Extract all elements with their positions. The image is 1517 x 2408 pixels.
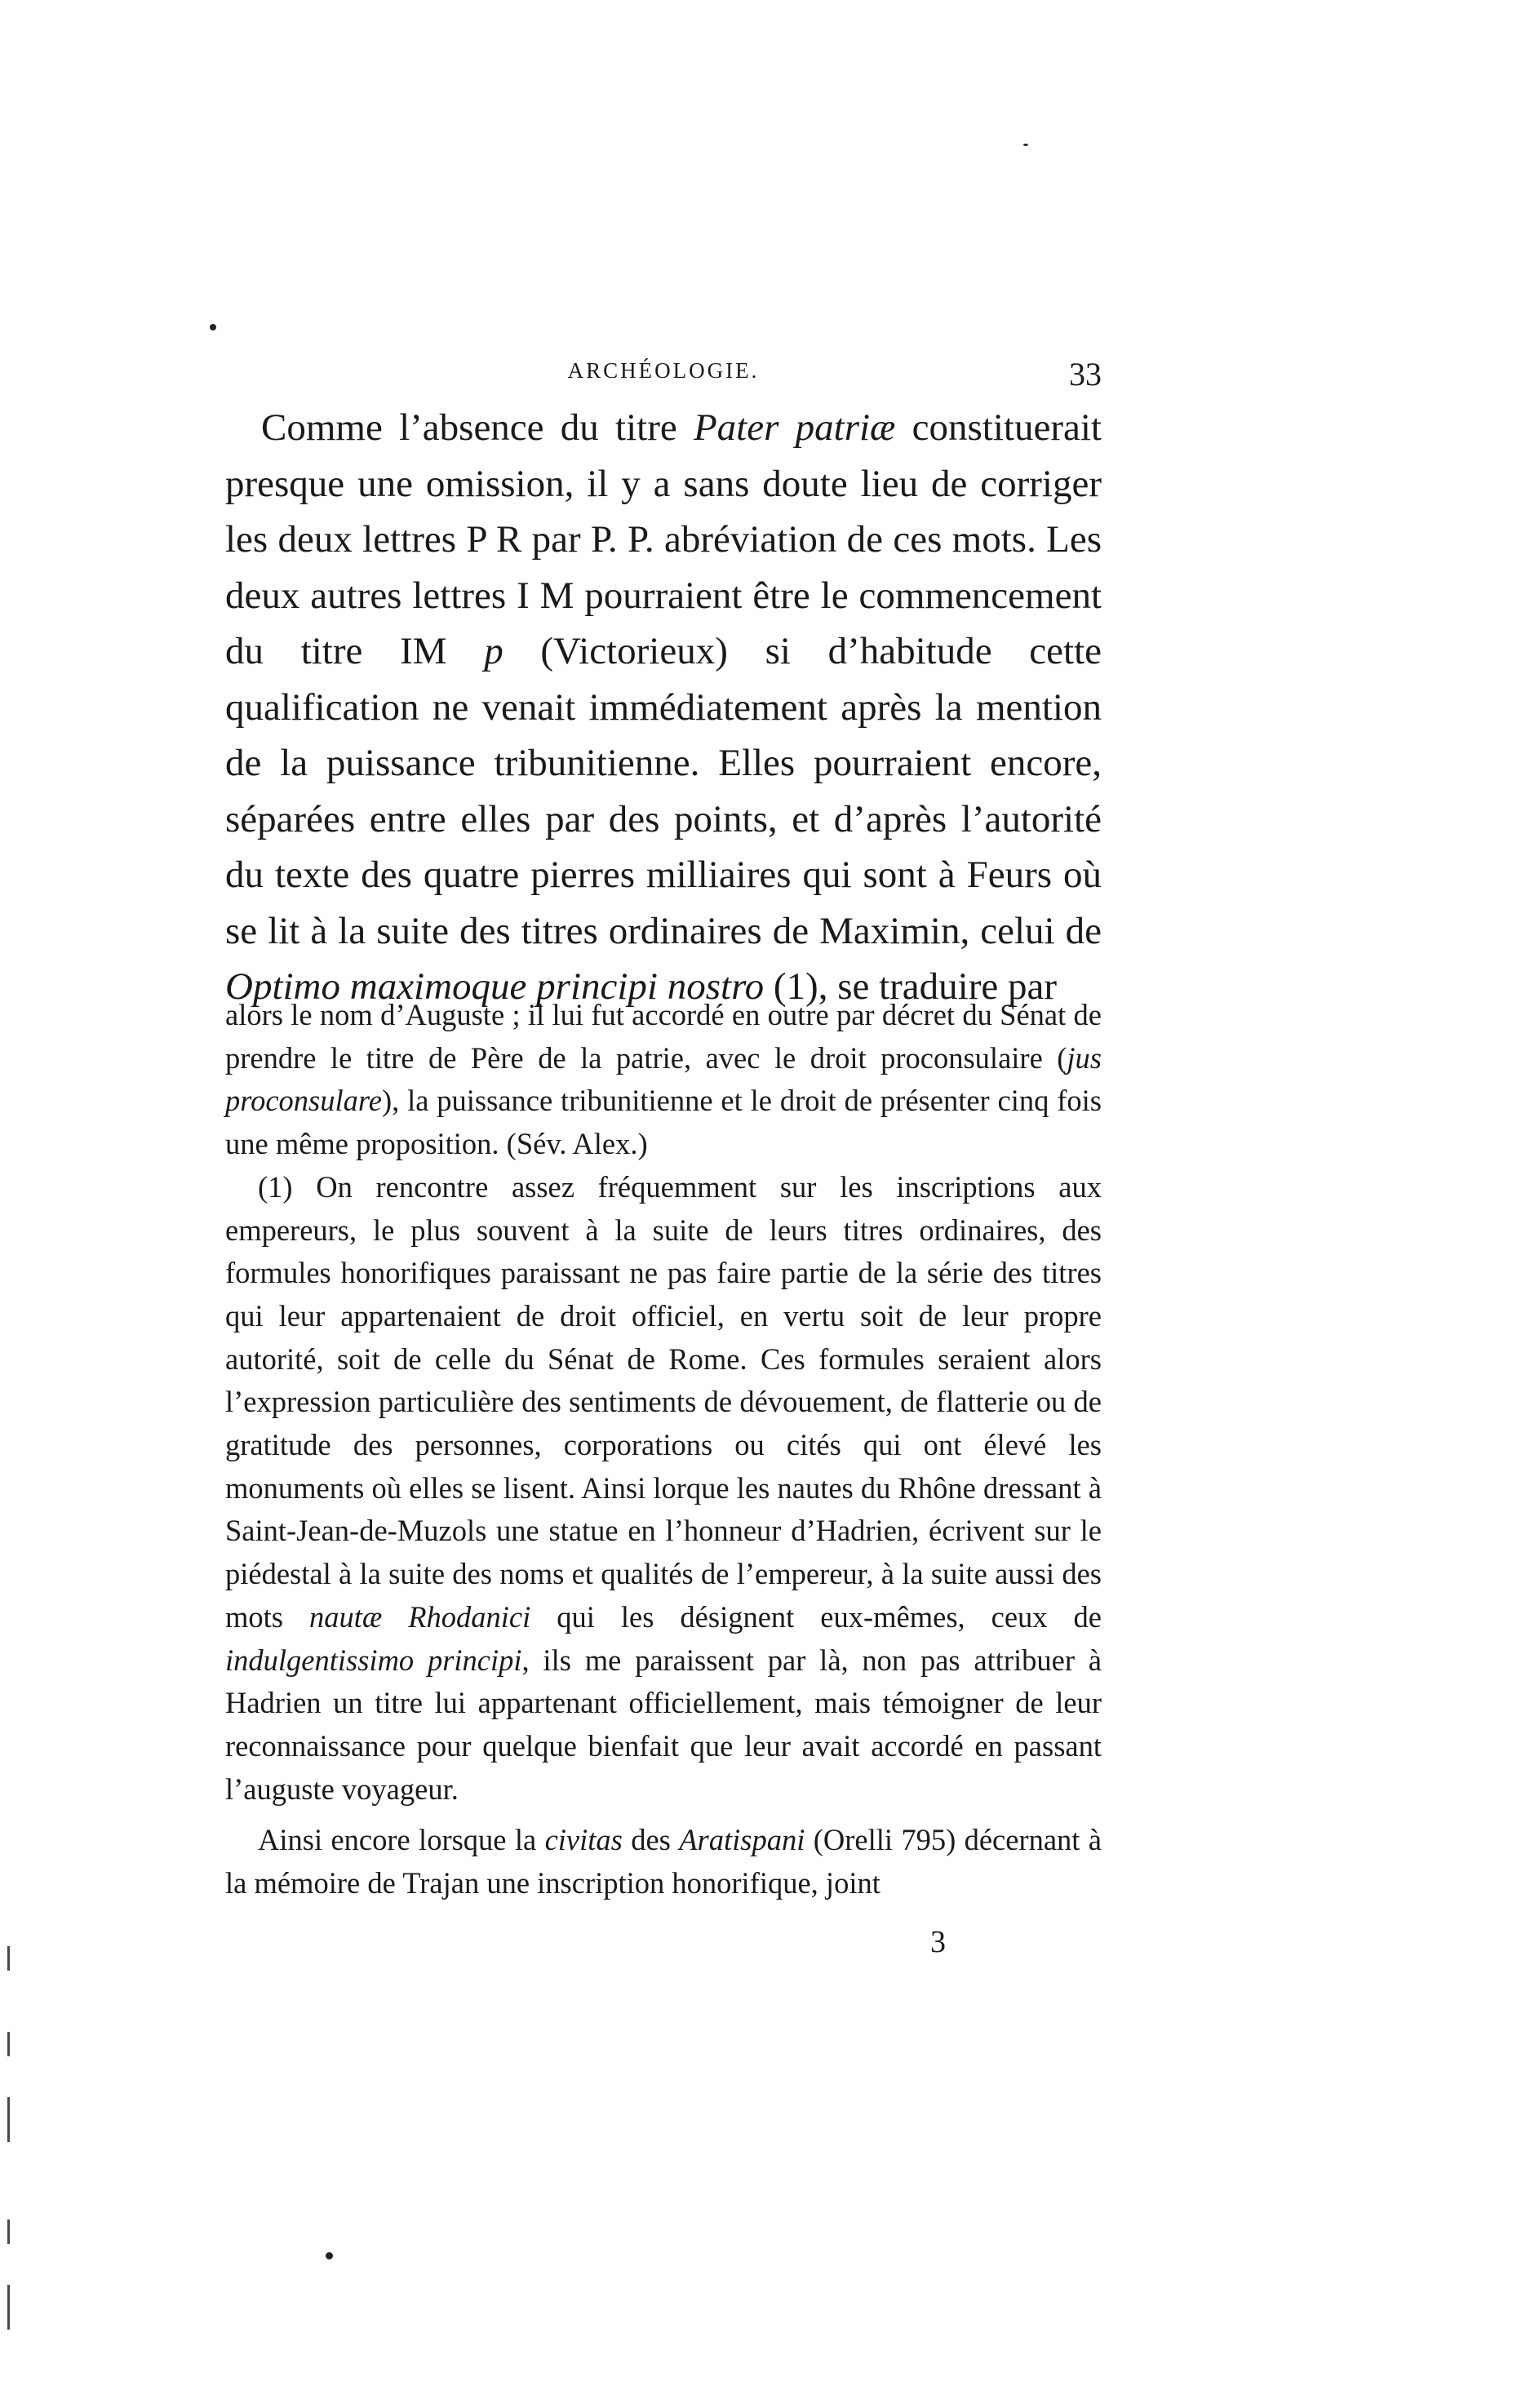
- latin-term: jus proconsulare: [225, 1040, 1102, 1118]
- running-title: ARCHÉOLOGIE.: [567, 358, 760, 383]
- ink-speck: [326, 2252, 333, 2259]
- ink-speck: [210, 324, 216, 330]
- scan-edge-mark: [7, 2097, 10, 2142]
- latin-term: Aratispani: [679, 1823, 805, 1857]
- page-number: 33: [1069, 356, 1102, 392]
- footnotes: [225, 994, 1102, 1905]
- running-header: [225, 355, 1102, 404]
- footnote-continuation: alors le nom d’Auguste ; il lui fut accordé en outre par décret du Sénat de prendre le titre de Père de la patrie, avec le droit proconsulaire (jus proconsulare), la puissance tribunitienne et le droit de présenter cinq fois une même proposition. (Sév. Alex.): [225, 998, 1102, 1161]
- scan-edge-mark: [7, 2220, 10, 2244]
- latin-term: nautæ Rhodanici: [308, 1599, 531, 1634]
- ink-speck: [1023, 144, 1028, 146]
- scan-edge-mark: [7, 2285, 10, 2330]
- latin-term: Pater patriæ: [693, 406, 896, 449]
- footnote-1-continued: Ainsi encore lorsque la civitas des Aratispani (Orelli 795) décernant à la mémoire de Trajan une inscription honorifique, joint: [225, 1823, 1102, 1900]
- scan-edge-mark: [7, 2032, 10, 2056]
- scan-edge-mark: [7, 1946, 10, 1971]
- abbreviation-letter: p: [484, 630, 503, 672]
- latin-term: indulgentissimo principi: [225, 1643, 522, 1677]
- latin-term: civitas: [544, 1823, 623, 1857]
- main-paragraph: Comme l’absence du titre Pater patriæ constituerait presque une omission, il y a sans doute lieu de corriger les deux lettres P R par P. P. abréviation de ces mots. Les deux autres lettres I M pourraient être le commencement du titre IM p (Victorieux) si d’habitude cette qualification ne venait immédiatement après la mention de la puissance tribunitienne. Elles pourraient encore, séparées entre elles par des points, et d’après l’autorité du texte des quatre pierres milliaires qui sont à Feurs où se lit à la suite des titres ordinaires de Maximin, celui de Optimo maximoque principi nostro (1), se traduire par: [225, 406, 1102, 1008]
- footnote-1: (1) On rencontre assez fréquemment sur les inscriptions aux empereurs, le plus souvent à la suite de leurs titres ordinaires, des formules honorifiques paraissant ne pas faire partie de la série des titres qui leur appartenaient de droit officiel, en vertu soit de leur propre autorité, soit de celle du Sénat de Rome. Ces formules seraient alors l’expression particulière des sentiments de dévouement, de flatterie ou de gratitude des personnes, corporations ou cités qui ont élevé les monuments où elles se lisent. Ainsi lorque les nautes du Rhône dressant à Saint-Jean-de-Muzols une statue en l’honneur d’Hadrien, écrivent sur le piédestal à la suite des noms et qualités de l’empereur, à la suite aussi des mots nautæ Rhodanici qui les désignent eux-mêmes, ceux de indulgentissimo principi, ils me paraissent par là, non pas attribuer à Hadrien un titre lui appartenant officiellement, mais témoigner de leur reconnaissance pour quelque bienfait que leur avait accordé en passant l’auguste voyageur.: [225, 1169, 1102, 1806]
- signature-mark: 3: [930, 1925, 946, 1959]
- latin-phrase: Optimo maximoque principi nostro: [225, 965, 765, 1008]
